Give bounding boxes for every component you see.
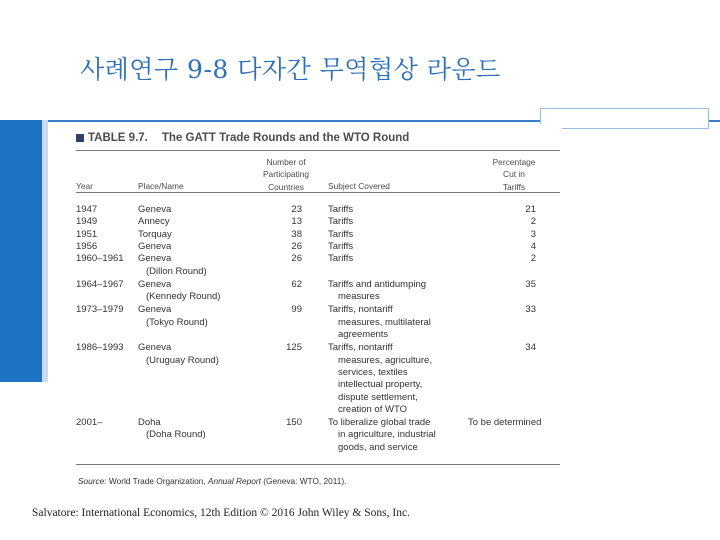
cell-place: Geneva: [138, 240, 172, 252]
table-caption-text: The GATT Trade Rounds and the WTO Round: [161, 132, 410, 144]
cell-tariff-cut: 33: [525, 304, 536, 316]
cell-place: Torquay: [138, 228, 172, 240]
cell-year: 1973–1979: [76, 304, 124, 316]
cell-countries: 125: [286, 342, 302, 354]
cell-subject: Tariffs: [328, 240, 354, 252]
cell-place: Geneva: [138, 253, 172, 265]
cell-subject: measures: [338, 291, 380, 303]
cell-countries: 13: [291, 216, 302, 228]
cell-countries: 62: [291, 278, 302, 290]
table-source: Source: World Trade Organization, Annual Report (Geneva: WTO, 2011).: [78, 476, 347, 486]
cell-subject: agreements: [338, 329, 389, 340]
cell-subject: services, textiles: [338, 366, 408, 378]
cell-place: Geneva: [138, 304, 172, 316]
square-bullet-icon: [76, 134, 84, 142]
cell-countries: 38: [291, 228, 302, 240]
cell-countries: 99: [291, 304, 302, 316]
cell-tariff-cut: 2: [530, 216, 536, 228]
cell-subject: dispute settlement,: [338, 391, 418, 403]
cell-year: 1964–1967: [76, 278, 124, 290]
cell-place: (Dillon Round): [146, 265, 207, 277]
cell-subject: Tariffs: [328, 216, 354, 228]
cell-subject: measures, multilateral: [338, 316, 431, 328]
cell-place: Doha: [138, 417, 161, 429]
cell-year: 1986–1993: [76, 342, 124, 354]
table-label: TABLE 9.7.: [88, 132, 148, 144]
cell-subject: creation of WTO: [338, 403, 407, 415]
cell-place: Geneva: [138, 278, 172, 290]
cell-tariff-cut: 34: [525, 342, 536, 354]
cell-tariff-cut: 21: [525, 204, 536, 215]
cell-year: 1949: [76, 216, 98, 228]
table-caption: [76, 132, 409, 144]
cell-tariff-cut: 2: [530, 253, 536, 265]
cell-place: Geneva: [138, 342, 172, 354]
citation-footer: Salvatore: International Economics, 12th Edition © 2016 John Wiley & Sons, Inc.: [32, 507, 410, 519]
cell-tariff-cut: 3: [530, 228, 536, 240]
cell-place: Geneva: [138, 204, 172, 215]
cell-subject: intellectual property,: [338, 379, 423, 391]
cell-year: 1956: [76, 240, 98, 252]
header-tariff-cut: Percentage Cut in Tariffs: [492, 157, 536, 192]
cell-tariff-cut: 4: [530, 240, 536, 252]
cell-subject: in agriculture, industrial: [338, 429, 436, 441]
cell-subject: Tariffs: [328, 253, 354, 265]
cell-countries: 26: [291, 253, 302, 265]
cell-tariff-cut: To be determined: [468, 417, 542, 429]
cell-countries: 150: [286, 417, 302, 429]
table-bottom-rule: [76, 464, 560, 465]
cell-subject: To liberalize global trade: [328, 417, 431, 429]
cell-place: (Uruguay Round): [146, 354, 219, 366]
cell-subject: measures, agriculture,: [338, 354, 432, 366]
corner-decoration: [540, 108, 709, 129]
cell-year: 1960–1961: [76, 253, 124, 265]
cell-year: 1947: [76, 204, 98, 215]
header-countries: Number of Participating Countries: [262, 157, 310, 192]
header-year: Year: [76, 181, 93, 191]
header-subject: Subject Covered: [328, 181, 390, 191]
cell-countries: 26: [291, 240, 302, 252]
table-figure: [66, 124, 562, 494]
cell-year: 2001–: [76, 417, 103, 429]
cell-tariff-cut: 35: [525, 278, 536, 290]
cell-subject: Tariffs, nontariff: [328, 342, 393, 354]
cell-place: (Kennedy Round): [146, 291, 221, 303]
cell-place: Annecy: [138, 216, 170, 228]
accent-bar: [0, 120, 48, 382]
header-rule: [76, 192, 560, 193]
header-place: Place/Name: [138, 181, 184, 191]
cell-subject: goods, and service: [338, 441, 418, 453]
cell-countries: 23: [291, 204, 302, 215]
slide-title: 사례연구 9-8 다자간 무역협상 라운드: [80, 55, 501, 84]
cell-year: 1951: [76, 228, 98, 240]
cell-subject: Tariffs: [328, 204, 354, 215]
cell-subject: Tariffs, nontariff: [328, 304, 393, 316]
table-top-rule: [76, 150, 560, 151]
cell-place: (Tokyo Round): [146, 316, 208, 328]
cell-subject: Tariffs: [328, 228, 354, 240]
cell-subject: Tariffs and antidumping: [328, 278, 427, 290]
cell-place: (Doha Round): [146, 429, 206, 441]
